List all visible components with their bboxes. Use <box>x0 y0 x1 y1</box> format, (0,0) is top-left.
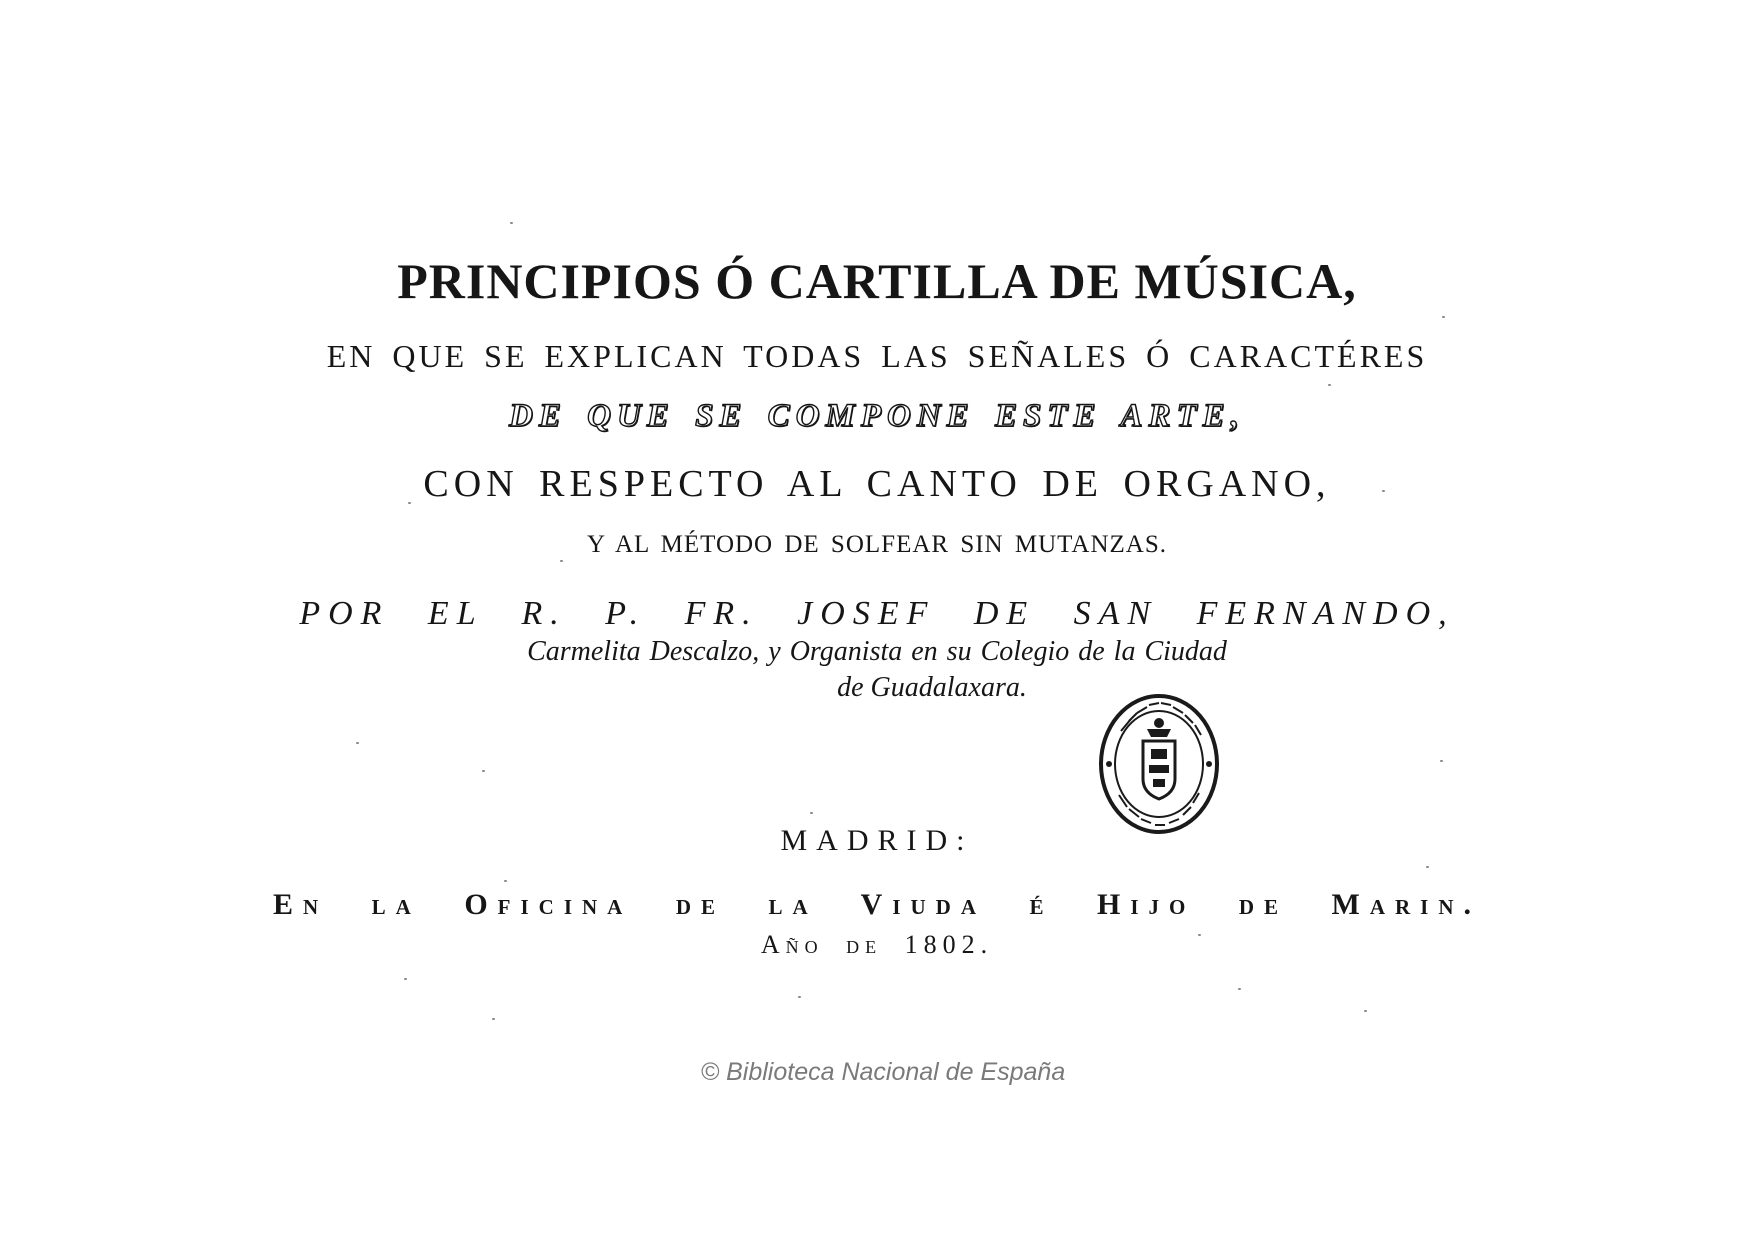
paper-speck <box>482 770 485 772</box>
paper-speck <box>798 996 801 998</box>
paper-speck <box>1364 1010 1367 1012</box>
paper-speck <box>560 560 563 562</box>
copyright-credit: © Biblioteca Nacional de España <box>700 1058 1066 1086</box>
library-seal-icon <box>1097 691 1221 837</box>
book-subtitle-canto: CON RESPECTO AL CANTO DE ORGANO, <box>423 463 1331 505</box>
book-title: PRINCIPIOS Ó CARTILLA DE MÚSICA, <box>397 253 1357 309</box>
paper-speck <box>1328 384 1331 386</box>
author-description-city: de Guadalaxara. <box>837 672 1027 703</box>
paper-speck <box>1440 760 1443 762</box>
paper-speck <box>1382 490 1385 492</box>
paper-speck <box>1442 316 1445 318</box>
paper-speck <box>1238 988 1241 990</box>
paper-speck <box>1198 934 1201 936</box>
author-line: POR EL R. P. FR. JOSEF DE SAN FERNANDO, <box>299 595 1455 632</box>
paper-speck <box>510 222 513 224</box>
author-description: Carmelita Descalzo, y Organista en su Colegio de la Ciudad <box>527 636 1227 667</box>
imprint-printer: En la Oficina de la Viuda é Hijo de Marin. <box>273 888 1481 921</box>
paper-speck <box>404 978 407 980</box>
imprint-year: Año de 1802. <box>760 930 994 959</box>
imprint-place: MADRID: <box>780 824 974 857</box>
paper-speck <box>408 502 411 504</box>
paper-speck <box>1426 866 1429 868</box>
book-subtitle-ornamental: DE QUE SE COMPONE ESTE ARTE, <box>509 398 1245 434</box>
paper-speck <box>356 742 359 744</box>
book-subtitle: EN QUE SE EXPLICAN TODAS LAS SEÑALES Ó CARACTÉRES <box>326 338 1428 374</box>
paper-speck <box>504 880 507 882</box>
book-subtitle-metodo: Y AL MÉTODO DE SOLFEAR SIN MUTANZAS. <box>586 531 1167 558</box>
paper-speck <box>810 812 813 814</box>
paper-speck <box>492 1018 495 1020</box>
